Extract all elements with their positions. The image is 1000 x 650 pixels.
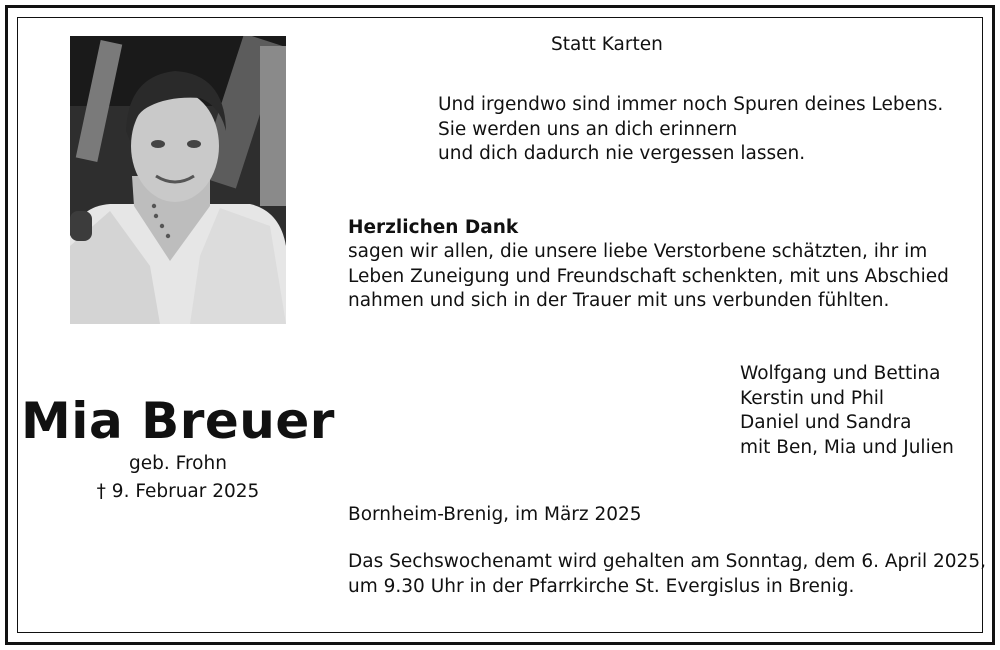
service-notice [348, 550, 986, 599]
poem-line: Sie werden uns an dich erinnern [438, 118, 738, 140]
poem [438, 93, 943, 167]
deceased-name: Mia Breuer [21, 392, 335, 450]
service-line: um 9.30 Uhr in der Pfarrkirche St. Evergislus in Brenig. [348, 575, 855, 597]
thanks-line: nahmen und sich in der Trauer mit uns verbunden fühlten. [348, 290, 890, 311]
thanks-line: Leben Zuneigung und Freundschaft schenkten, mit uns Abschied [348, 265, 949, 287]
portrait-photo [70, 36, 286, 324]
thanks-line: sagen wir allen, die unsere liebe Verstorbene schätzten, ihr im [348, 241, 928, 262]
statt-karten-heading: Statt Karten [551, 34, 663, 55]
thanks-title: Herzlichen Dank [348, 217, 519, 238]
family-line: Wolfgang und Bettina [740, 363, 941, 384]
place-date: Bornheim-Brenig, im März 2025 [348, 504, 642, 525]
death-date: † 9. Februar 2025 [96, 481, 260, 502]
family-line: Daniel und Sandra [740, 412, 912, 433]
thanks-body [348, 240, 949, 314]
family-line: mit Ben, Mia und Julien [740, 436, 954, 458]
family-signatures [740, 362, 954, 460]
poem-line: Und irgendwo sind immer noch Spuren deines Lebens. [438, 94, 944, 115]
family-line: Kerstin und Phil [740, 387, 885, 409]
poem-line: und dich dadurch nie vergessen lassen. [438, 143, 806, 164]
maiden-name: geb. Frohn [129, 453, 227, 474]
service-line: Das Sechswochenamt wird gehalten am Sonntag, dem 6. April 2025, [348, 551, 986, 572]
